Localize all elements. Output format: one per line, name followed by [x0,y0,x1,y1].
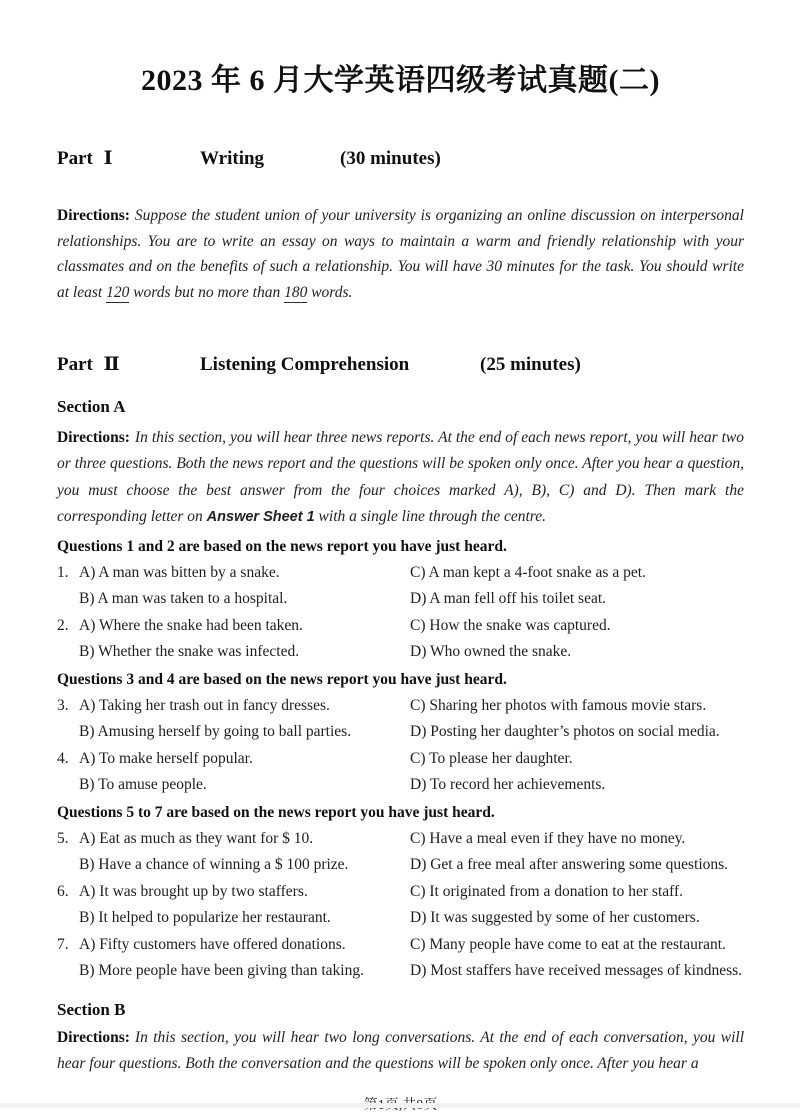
page-bottom-edge [0,1103,800,1108]
question-2-row-bd [57,639,744,666]
question-3-row-ac [57,693,744,720]
question-7-row-bd [57,958,744,985]
question-number: 6. [57,882,69,900]
writing-directions-text-3: words. [307,284,353,302]
option-b: B) Whether the snake was infected. [79,643,300,661]
question-3 [57,693,744,746]
question-7-row-ac [57,932,744,959]
option-b: B) More people have been giving than taking. [79,962,364,980]
option-b: B) To amuse people. [79,776,207,794]
option-a: A) Eat as much as they want for $ 10. [79,829,314,847]
question-number: 7. [57,935,69,953]
question-number-spacer [57,719,79,746]
part2-label: Part Ⅱ [57,353,120,375]
option-d: D) A man fell off his toilet seat. [410,590,607,608]
section-a-directions [57,425,744,531]
question-3-row-bd [57,719,744,746]
question-number-spacer [57,586,79,613]
option-a: A) Taking her trash out in fancy dresses. [79,696,330,714]
question-1-row-bd [57,586,744,613]
option-c: C) To please her daughter. [410,749,573,767]
part1-name: Writing [200,147,265,169]
section-a-directions-text-2: with a single line through the centre. [314,508,546,526]
question-number-spacer [57,905,79,932]
question-number-spacer [57,772,79,799]
part2-name: Listening Comprehension [200,353,410,375]
question-number: 4. [57,749,69,767]
writing-directions [57,203,744,305]
question-4 [57,746,744,799]
option-c: C) Have a meal even if they have no money. [410,829,686,847]
directions-label: Directions: [57,1028,130,1046]
option-b: B) Have a chance of winning a $ 100 prize. [79,856,349,874]
question-4-row-bd [57,772,744,799]
question-number: 5. [57,829,69,847]
question-2-row-ac [57,613,744,640]
option-d: D) Get a free meal after answering some questions. [410,856,729,874]
writing-directions-text-2: words but no more than [129,284,285,302]
option-d: D) It was suggested by some of her customers. [410,909,700,927]
option-b: B) Amusing herself by going to ball parties. [79,723,352,741]
answer-sheet-1-label: Answer Sheet 1 [206,509,315,526]
part2-heading [57,353,744,377]
question-number: 3. [57,696,69,714]
section-b-heading: Section B [57,999,126,1019]
question-number-spacer [57,852,79,879]
question-4-row-ac [57,746,744,773]
option-b: B) It helped to popularize her restaurant. [79,909,331,927]
listening-questions [57,533,744,985]
question-number: 2. [57,616,69,634]
part1-time: (30 minutes) [340,147,441,169]
directions-label: Directions: [57,428,130,446]
option-d: D) To record her achievements. [410,776,606,794]
option-b: B) A man was taken to a hospital. [79,590,288,608]
part1-heading [57,147,744,171]
option-c: C) How the snake was captured. [410,616,611,634]
option-d: D) Posting her daughter’s photos on social media. [410,723,720,741]
option-c: C) Many people have come to eat at the restaurant. [410,935,726,953]
option-a: A) To make herself popular. [79,749,253,767]
question-5-row-ac [57,826,744,853]
directions-label: Directions: [57,207,130,225]
writing-directions-text-1: Suppose the student union of your university is organizing an online discussion on interpersonal relationships. You are to write an essay on ways to maintain a warm and friendly relationship with your classmates and on the benefits of such a relationship. You will have 30 minutes for the task. You should write at least [57,207,744,302]
option-c: C) It originated from a donation to her staff. [410,882,684,900]
section-a-heading: Section A [57,397,126,417]
option-d: D) Most staffers have received messages of kindness. [410,962,743,980]
section-b-directions [57,1025,744,1078]
option-a: A) A man was bitten by a snake. [79,563,280,581]
question-group-1-heading: Questions 1 and 2 are based on the news report you have just heard. [57,537,507,555]
question-5 [57,826,744,879]
question-number-spacer [57,958,79,985]
question-group-3-heading: Questions 5 to 7 are based on the news report you have just heard. [57,803,495,821]
question-number-spacer [57,639,79,666]
question-1 [57,560,744,613]
question-6-row-ac [57,879,744,906]
question-number: 1. [57,563,69,581]
question-group-2-heading: Questions 3 and 4 are based on the news report you have just heard. [57,670,507,688]
question-1-row-ac [57,560,744,587]
min-words-underlined: 120 [106,284,130,302]
page-title: 2023 年 6 月大学英语四级考试真题(二) [141,64,660,97]
question-2 [57,613,744,666]
part1-label: Part Ⅰ [57,147,113,169]
question-6 [57,879,744,932]
option-c: C) A man kept a 4-foot snake as a pet. [410,563,646,581]
option-c: C) Sharing her photos with famous movie stars. [410,696,707,714]
section-a-directions-text-1: In this section, you will hear three news reports. At the end of each news report, you will hear two or three questions. Both the news report and the questions will be spoken only once. After you hear a question, you must choose the best answer from the four choices marked A), B), C) and D). Then mark the corresponding letter on [57,428,744,526]
section-b-directions-text: In this section, you will hear two long conversations. At the end of each conversation, you will hear four questions. Both the conversation and the questions will be spoken only once. After you hear a [57,1028,744,1073]
option-d: D) Who owned the snake. [410,643,572,661]
part2-time: (25 minutes) [480,353,581,375]
question-7 [57,932,744,985]
option-a: A) It was brought up by two staffers. [79,882,308,900]
option-a: A) Where the snake had been taken. [79,616,303,634]
question-6-row-bd [57,905,744,932]
max-words-underlined: 180 [284,284,308,302]
question-5-row-bd [57,852,744,879]
option-a: A) Fifty customers have offered donations. [79,935,346,953]
